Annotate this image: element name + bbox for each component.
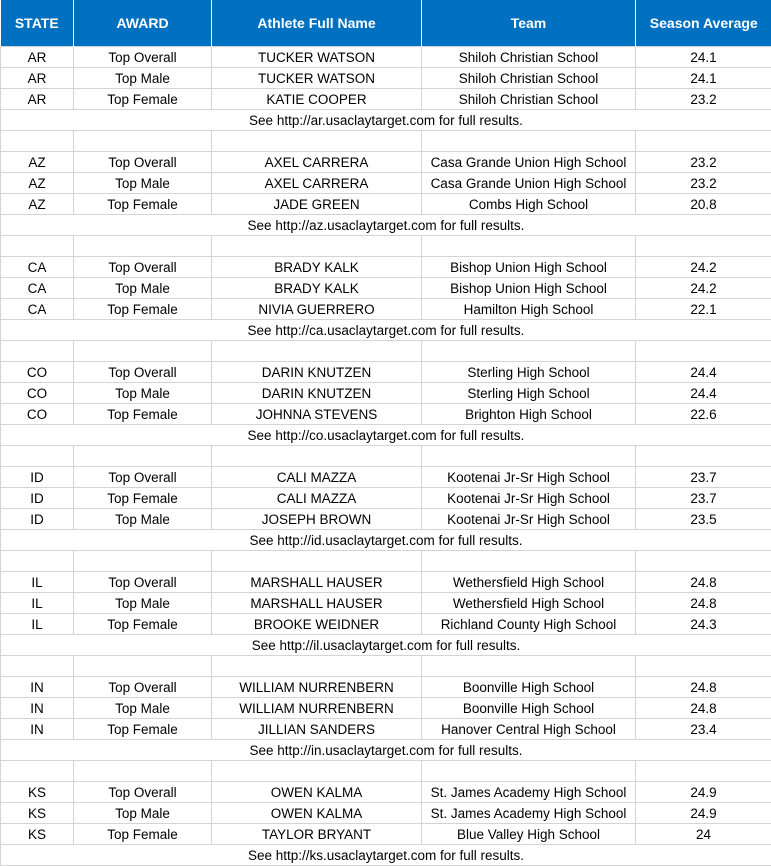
athlete-name-cell[interactable]: TUCKER WATSON: [212, 47, 422, 68]
empty-cell[interactable]: [636, 341, 771, 362]
state-cell[interactable]: IL: [1, 593, 74, 614]
team-cell[interactable]: Casa Grande Union High School: [422, 152, 636, 173]
team-cell[interactable]: St. James Academy High School: [422, 782, 636, 803]
season-average-cell[interactable]: 24.4: [636, 362, 771, 383]
state-cell[interactable]: IL: [1, 614, 74, 635]
spacer-row: [1, 341, 771, 362]
empty-cell[interactable]: [74, 551, 212, 572]
award-cell[interactable]: Top Male: [74, 68, 212, 89]
state-cell[interactable]: IN: [1, 719, 74, 740]
athlete-name-cell[interactable]: WILLIAM NURRENBERN: [212, 677, 422, 698]
team-cell[interactable]: Wethersfield High School: [422, 593, 636, 614]
season-average-cell[interactable]: 23.7: [636, 467, 771, 488]
table-row: [1, 467, 771, 488]
season-average-cell[interactable]: 24.8: [636, 677, 771, 698]
empty-cell[interactable]: [636, 656, 771, 677]
award-cell[interactable]: Top Female: [74, 488, 212, 509]
season-average-cell[interactable]: 23.7: [636, 488, 771, 509]
award-cell[interactable]: Top Female: [74, 89, 212, 110]
team-cell[interactable]: Brighton High School: [422, 404, 636, 425]
empty-cell[interactable]: [212, 131, 422, 152]
season-average-cell[interactable]: 23.2: [636, 89, 771, 110]
season-average-cell[interactable]: 24.2: [636, 257, 771, 278]
award-cell[interactable]: Top Overall: [74, 257, 212, 278]
empty-cell[interactable]: [636, 551, 771, 572]
table-row: [1, 362, 771, 383]
table-row: [1, 488, 771, 509]
athlete-name-cell[interactable]: TAYLOR BRYANT: [212, 824, 422, 845]
athlete-name-cell[interactable]: JOHNNA STEVENS: [212, 404, 422, 425]
team-cell[interactable]: St. James Academy High School: [422, 803, 636, 824]
header-row: [1, 0, 771, 47]
season-average-cell[interactable]: 24.9: [636, 782, 771, 803]
empty-cell[interactable]: [422, 551, 636, 572]
table-row: [1, 89, 771, 110]
empty-cell[interactable]: [636, 761, 771, 782]
award-cell[interactable]: Top Overall: [74, 782, 212, 803]
state-cell[interactable]: IL: [1, 572, 74, 593]
results-note-row: [1, 635, 771, 656]
athlete-name-cell[interactable]: DARIN KNUTZEN: [212, 362, 422, 383]
state-cell[interactable]: KS: [1, 782, 74, 803]
team-cell[interactable]: Kootenai Jr-Sr High School: [422, 509, 636, 530]
empty-cell[interactable]: [212, 656, 422, 677]
award-cell[interactable]: Top Male: [74, 173, 212, 194]
table-row: [1, 68, 771, 89]
empty-cell[interactable]: [1, 656, 74, 677]
table-row: [1, 677, 771, 698]
spacer-row: [1, 656, 771, 677]
athlete-name-cell[interactable]: NIVIA GUERRERO: [212, 299, 422, 320]
empty-cell[interactable]: [636, 236, 771, 257]
table-row: [1, 698, 771, 719]
team-cell[interactable]: Blue Valley High School: [422, 824, 636, 845]
state-cell[interactable]: IN: [1, 698, 74, 719]
results-note-row: [1, 425, 771, 446]
state-cell[interactable]: IN: [1, 677, 74, 698]
table-body: [1, 47, 771, 866]
table-row: [1, 572, 771, 593]
state-cell[interactable]: AR: [1, 68, 74, 89]
season-average-cell[interactable]: 24.8: [636, 572, 771, 593]
athlete-name-cell[interactable]: OWEN KALMA: [212, 803, 422, 824]
table-row: [1, 257, 771, 278]
results-note-row: [1, 530, 771, 551]
athlete-name-cell[interactable]: BROOKE WEIDNER: [212, 614, 422, 635]
state-cell[interactable]: CO: [1, 362, 74, 383]
award-cell[interactable]: Top Female: [74, 194, 212, 215]
team-cell[interactable]: Boonville High School: [422, 698, 636, 719]
table-row: [1, 782, 771, 803]
team-cell[interactable]: Sterling High School: [422, 383, 636, 404]
team-cell[interactable]: Combs High School: [422, 194, 636, 215]
award-cell[interactable]: Top Overall: [74, 677, 212, 698]
table-row: [1, 299, 771, 320]
athlete-name-cell[interactable]: TUCKER WATSON: [212, 68, 422, 89]
empty-cell[interactable]: [212, 551, 422, 572]
empty-cell[interactable]: [422, 761, 636, 782]
award-cell[interactable]: Top Female: [74, 719, 212, 740]
athlete-name-cell[interactable]: OWEN KALMA: [212, 782, 422, 803]
spacer-row: [1, 446, 771, 467]
season-average-cell[interactable]: 20.8: [636, 194, 771, 215]
table-row: [1, 152, 771, 173]
empty-cell[interactable]: [422, 656, 636, 677]
empty-cell[interactable]: [1, 551, 74, 572]
season-average-cell[interactable]: 23.2: [636, 152, 771, 173]
team-cell[interactable]: Richland County High School: [422, 614, 636, 635]
results-link-note[interactable]: See http://ca.usaclaytarget.com for full results.: [1, 320, 771, 341]
athlete-name-cell[interactable]: JILLIAN SANDERS: [212, 719, 422, 740]
table-row: [1, 173, 771, 194]
table-row: [1, 803, 771, 824]
state-cell[interactable]: ID: [1, 509, 74, 530]
team-cell[interactable]: Kootenai Jr-Sr High School: [422, 467, 636, 488]
results-link-note[interactable]: See http://co.usaclaytarget.com for full results.: [1, 425, 771, 446]
state-cell[interactable]: KS: [1, 803, 74, 824]
table-row: [1, 194, 771, 215]
season-average-cell[interactable]: 23.5: [636, 509, 771, 530]
empty-cell[interactable]: [1, 236, 74, 257]
athlete-name-cell[interactable]: BRADY KALK: [212, 278, 422, 299]
award-cell[interactable]: Top Female: [74, 299, 212, 320]
empty-cell[interactable]: [212, 761, 422, 782]
empty-cell[interactable]: [636, 131, 771, 152]
empty-cell[interactable]: [74, 341, 212, 362]
spacer-row: [1, 131, 771, 152]
award-cell[interactable]: Top Overall: [74, 572, 212, 593]
season-average-cell[interactable]: 24.9: [636, 803, 771, 824]
athlete-name-cell[interactable]: CALI MAZZA: [212, 467, 422, 488]
state-cell[interactable]: ID: [1, 467, 74, 488]
team-cell[interactable]: Casa Grande Union High School: [422, 173, 636, 194]
spacer-row: [1, 236, 771, 257]
results-link-note[interactable]: See http://id.usaclaytarget.com for full results.: [1, 530, 771, 551]
state-cell[interactable]: AR: [1, 89, 74, 110]
award-cell[interactable]: Top Female: [74, 824, 212, 845]
table-row: [1, 509, 771, 530]
team-cell[interactable]: Wethersfield High School: [422, 572, 636, 593]
athlete-name-cell[interactable]: DARIN KNUTZEN: [212, 383, 422, 404]
season-average-cell[interactable]: 24.1: [636, 47, 771, 68]
spacer-row: [1, 761, 771, 782]
empty-cell[interactable]: [74, 656, 212, 677]
state-cell[interactable]: ID: [1, 488, 74, 509]
award-cell[interactable]: Top Female: [74, 614, 212, 635]
empty-cell[interactable]: [636, 446, 771, 467]
award-cell[interactable]: Top Male: [74, 593, 212, 614]
spacer-row: [1, 551, 771, 572]
empty-cell[interactable]: [422, 236, 636, 257]
athlete-name-cell[interactable]: KATIE COOPER: [212, 89, 422, 110]
season-average-cell[interactable]: 22.6: [636, 404, 771, 425]
season-average-cell[interactable]: 23.4: [636, 719, 771, 740]
empty-cell[interactable]: [74, 761, 212, 782]
empty-cell[interactable]: [74, 446, 212, 467]
table-row: [1, 614, 771, 635]
athlete-name-cell[interactable]: CALI MAZZA: [212, 488, 422, 509]
empty-cell[interactable]: [1, 131, 74, 152]
award-cell[interactable]: Top Male: [74, 278, 212, 299]
empty-cell[interactable]: [212, 236, 422, 257]
award-cell[interactable]: Top Overall: [74, 152, 212, 173]
header-season-average: Season Average: [636, 0, 771, 47]
results-link-note[interactable]: See http://in.usaclaytarget.com for full results.: [1, 740, 771, 761]
award-cell[interactable]: Top Male: [74, 803, 212, 824]
state-cell[interactable]: AR: [1, 47, 74, 68]
table-row: [1, 593, 771, 614]
team-cell[interactable]: Shiloh Christian School: [422, 89, 636, 110]
state-cell[interactable]: CA: [1, 278, 74, 299]
award-cell[interactable]: Top Male: [74, 698, 212, 719]
results-link-note[interactable]: See http://ar.usaclaytarget.com for full results.: [1, 110, 771, 131]
table-row: [1, 278, 771, 299]
state-cell[interactable]: CA: [1, 257, 74, 278]
state-cell[interactable]: AZ: [1, 173, 74, 194]
header-state: STATE: [1, 0, 74, 47]
season-average-cell[interactable]: 22.1: [636, 299, 771, 320]
team-cell[interactable]: Hamilton High School: [422, 299, 636, 320]
results-note-row: [1, 740, 771, 761]
award-cell[interactable]: Top Overall: [74, 47, 212, 68]
table-row: [1, 383, 771, 404]
athlete-name-cell[interactable]: MARSHALL HAUSER: [212, 572, 422, 593]
athlete-name-cell[interactable]: WILLIAM NURRENBERN: [212, 698, 422, 719]
results-note-row: [1, 320, 771, 341]
state-cell[interactable]: CO: [1, 383, 74, 404]
empty-cell[interactable]: [422, 446, 636, 467]
athlete-name-cell[interactable]: AXEL CARRERA: [212, 152, 422, 173]
state-cell[interactable]: CO: [1, 404, 74, 425]
team-cell[interactable]: Hanover Central High School: [422, 719, 636, 740]
empty-cell[interactable]: [422, 341, 636, 362]
empty-cell[interactable]: [74, 131, 212, 152]
state-cell[interactable]: AZ: [1, 152, 74, 173]
award-cell[interactable]: Top Male: [74, 509, 212, 530]
team-cell[interactable]: Kootenai Jr-Sr High School: [422, 488, 636, 509]
empty-cell[interactable]: [1, 761, 74, 782]
award-cell[interactable]: Top Female: [74, 404, 212, 425]
empty-cell[interactable]: [1, 446, 74, 467]
athlete-name-cell[interactable]: BRADY KALK: [212, 257, 422, 278]
state-cell[interactable]: CA: [1, 299, 74, 320]
season-average-cell[interactable]: 24.3: [636, 614, 771, 635]
team-cell[interactable]: Shiloh Christian School: [422, 68, 636, 89]
results-note-row: [1, 110, 771, 131]
team-cell[interactable]: Bishop Union High School: [422, 257, 636, 278]
award-cell[interactable]: Top Overall: [74, 467, 212, 488]
header-award: AWARD: [74, 0, 212, 47]
results-link-note[interactable]: See http://il.usaclaytarget.com for full results.: [1, 635, 771, 656]
team-cell[interactable]: Shiloh Christian School: [422, 47, 636, 68]
empty-cell[interactable]: [1, 341, 74, 362]
team-cell[interactable]: Sterling High School: [422, 362, 636, 383]
team-cell[interactable]: Bishop Union High School: [422, 278, 636, 299]
athlete-name-cell[interactable]: MARSHALL HAUSER: [212, 593, 422, 614]
empty-cell[interactable]: [74, 236, 212, 257]
results-note-row: [1, 215, 771, 236]
season-average-cell[interactable]: 24.8: [636, 698, 771, 719]
table-row: [1, 404, 771, 425]
team-cell[interactable]: Boonville High School: [422, 677, 636, 698]
empty-cell[interactable]: [212, 341, 422, 362]
athlete-name-cell[interactable]: JADE GREEN: [212, 194, 422, 215]
state-cell[interactable]: KS: [1, 824, 74, 845]
results-link-note[interactable]: See http://az.usaclaytarget.com for full results.: [1, 215, 771, 236]
season-average-cell[interactable]: 24.8: [636, 593, 771, 614]
athlete-name-cell[interactable]: AXEL CARRERA: [212, 173, 422, 194]
table-row: [1, 47, 771, 68]
season-average-cell[interactable]: 24.2: [636, 278, 771, 299]
table-row: [1, 719, 771, 740]
award-cell[interactable]: Top Overall: [74, 362, 212, 383]
season-average-cell[interactable]: 23.2: [636, 173, 771, 194]
results-link-note[interactable]: See http://ks.usaclaytarget.com for full results.: [1, 845, 771, 866]
results-note-row: [1, 845, 771, 866]
table-row: [1, 824, 771, 845]
season-average-cell[interactable]: 24.4: [636, 383, 771, 404]
empty-cell[interactable]: [422, 131, 636, 152]
state-cell[interactable]: AZ: [1, 194, 74, 215]
award-cell[interactable]: Top Male: [74, 383, 212, 404]
header-team: Team: [422, 0, 636, 47]
header-athlete-name: Athlete Full Name: [212, 0, 422, 47]
season-average-cell[interactable]: 24.1: [636, 68, 771, 89]
season-average-cell[interactable]: 24: [636, 824, 771, 845]
athlete-name-cell[interactable]: JOSEPH BROWN: [212, 509, 422, 530]
empty-cell[interactable]: [212, 446, 422, 467]
